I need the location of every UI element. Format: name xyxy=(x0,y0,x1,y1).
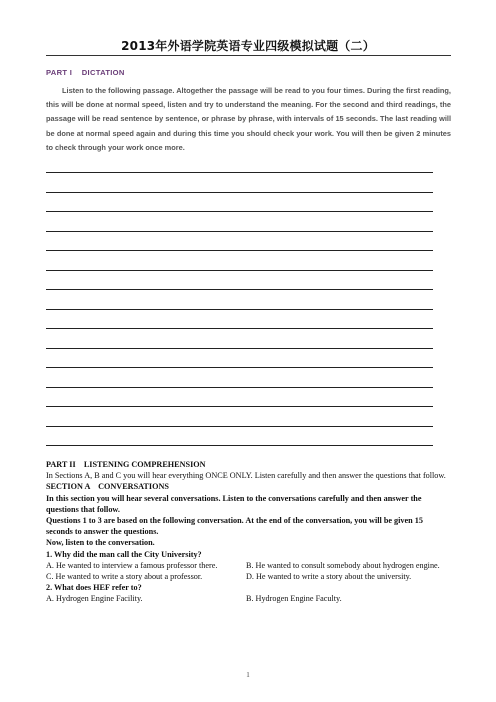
question-stem: 1. Why did the man call the City University? xyxy=(46,549,202,559)
option-b: B. He wanted to consult somebody about hydrogen engine. xyxy=(246,560,440,570)
option-d: D. He wanted to write a story about the university. xyxy=(246,572,412,582)
answer-line xyxy=(46,172,433,173)
answer-line xyxy=(46,250,433,251)
answer-line xyxy=(46,367,433,368)
conversation-note: Questions 1 to 3 are based on the following conversation. At the end of the conversation, you will be given 15 seconds to answer the questions. xyxy=(46,516,423,537)
section-a-heading: SECTION A CONVERSATIONS xyxy=(46,482,169,492)
answer-line xyxy=(46,231,433,232)
part1-instructions: Listen to the following passage. Altogether the passage will be read to you four times. During the first reading, this will be done at normal speed, listen and try to understand the meaning. For the second and third readings, the passage will be read sentence by sentence, or phrase by phrase, with intervals of 15 seconds. The last reading will be done at normal speed again and during this time you should check your work. You will then be given 2 minutes to check through your work once more. xyxy=(46,86,451,152)
option-a: A. He wanted to interview a famous professor there. xyxy=(46,560,218,570)
answer-line xyxy=(46,289,433,290)
title-divider xyxy=(46,55,451,56)
now-listen-prompt: Now, listen to the conversation. xyxy=(46,538,155,548)
answer-line xyxy=(46,270,433,271)
answer-line xyxy=(46,348,433,349)
question-options-row xyxy=(46,560,451,571)
page-title: 2013年外语学院英语专业四级模拟试题（二） xyxy=(121,39,375,53)
answer-line xyxy=(46,445,433,446)
section-a-instructions: In this section you will hear several conversations. Listen to the conversations carefully and then answer the questions that follow. xyxy=(46,493,422,514)
option-c: C. He wanted to write a story about a professor. xyxy=(46,572,203,582)
option-b: B. Hydrogen Engine Faculty. xyxy=(246,594,342,604)
answer-line xyxy=(46,211,433,212)
part2-intro: In Sections A, B and C you will hear everything ONCE ONLY. Listen carefully and then answer the questions that follow. xyxy=(46,471,446,481)
answer-line xyxy=(46,328,433,329)
part1-heading: PART I DICTATION xyxy=(46,68,125,77)
answer-line xyxy=(46,387,433,388)
answer-line xyxy=(46,426,433,427)
question-options-row xyxy=(46,571,451,582)
answer-line xyxy=(46,309,433,310)
part2-listening-comprehension xyxy=(46,459,451,605)
part2-heading: PART II LISTENING COMPREHENSION xyxy=(46,460,206,469)
question-options-row xyxy=(46,593,451,604)
option-a: A. Hydrogen Engine Facility. xyxy=(46,594,143,604)
answer-line xyxy=(46,192,433,193)
question-stem: 2. What does HEF refer to? xyxy=(46,583,142,593)
answer-line xyxy=(46,406,433,407)
page-number: 1 xyxy=(246,671,250,679)
